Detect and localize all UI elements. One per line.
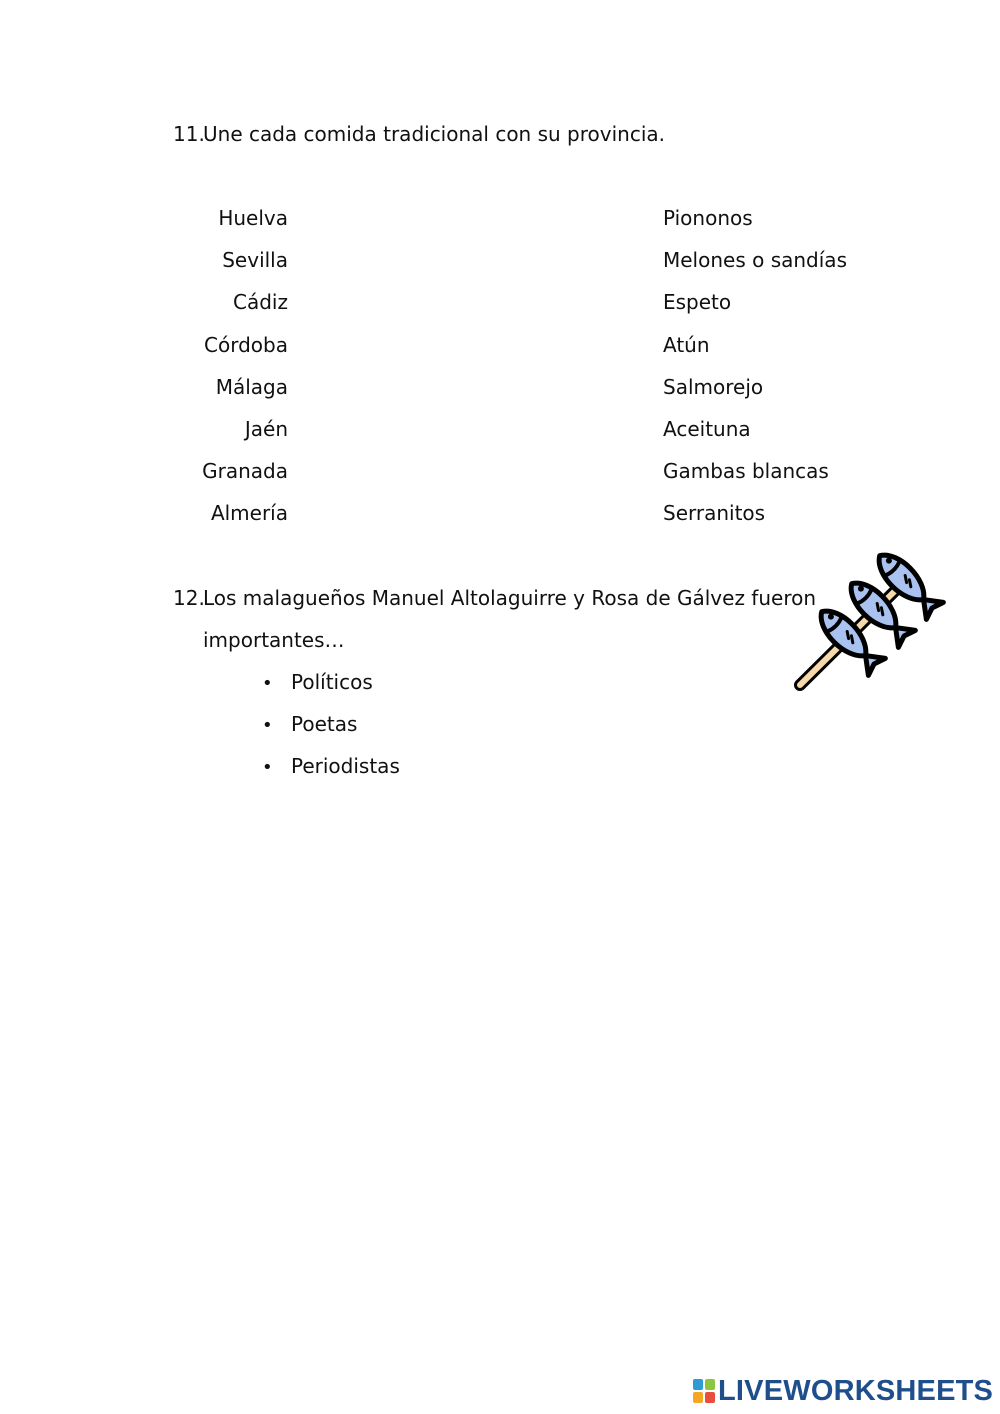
question-number: 12.	[173, 586, 205, 610]
brand-name: LIVEWORKSHEETS	[718, 1374, 994, 1407]
fish-skewer-icon	[790, 540, 952, 695]
province-item: Sevilla	[222, 248, 288, 272]
province-item: Jaén	[244, 417, 288, 441]
answer-option[interactable]	[262, 712, 357, 738]
answer-option[interactable]	[262, 754, 400, 780]
food-item: Espeto	[663, 290, 732, 314]
province-item: Córdoba	[204, 333, 288, 357]
question-number: 11.	[173, 122, 205, 146]
province-item: Málaga	[215, 375, 288, 399]
province-item: Cádiz	[233, 290, 288, 314]
province-item: Granada	[202, 459, 288, 483]
food-item: Atún	[663, 333, 710, 357]
food-item: Gambas blancas	[663, 459, 829, 483]
food-item: Piononos	[663, 206, 753, 230]
province-item: Huelva	[218, 206, 288, 230]
question-12-title	[173, 586, 816, 610]
option-label: Poetas	[291, 712, 358, 736]
question-text-line1: Los malagueños Manuel Altolaguirre y Rosa de Gálvez fueron	[203, 586, 817, 610]
food-item: Serranitos	[663, 501, 766, 525]
bullet-icon: •	[262, 715, 273, 736]
food-item: Aceituna	[663, 417, 751, 441]
liveworksheets-brand[interactable]	[692, 1374, 993, 1408]
question-12-continuation: importantes…	[203, 628, 345, 652]
food-item: Salmorejo	[663, 375, 764, 399]
province-item: Almería	[210, 501, 288, 525]
question-text: Une cada comida tradicional con su provincia.	[203, 122, 665, 146]
liveworksheets-logo-icon	[692, 1378, 716, 1404]
food-item: Melones o sandías	[663, 248, 847, 272]
option-label: Políticos	[291, 670, 373, 694]
option-label: Periodistas	[291, 754, 400, 778]
answer-option[interactable]	[262, 670, 373, 696]
bullet-icon: •	[262, 757, 273, 778]
question-11-title	[173, 122, 665, 146]
bullet-icon: •	[262, 673, 273, 694]
